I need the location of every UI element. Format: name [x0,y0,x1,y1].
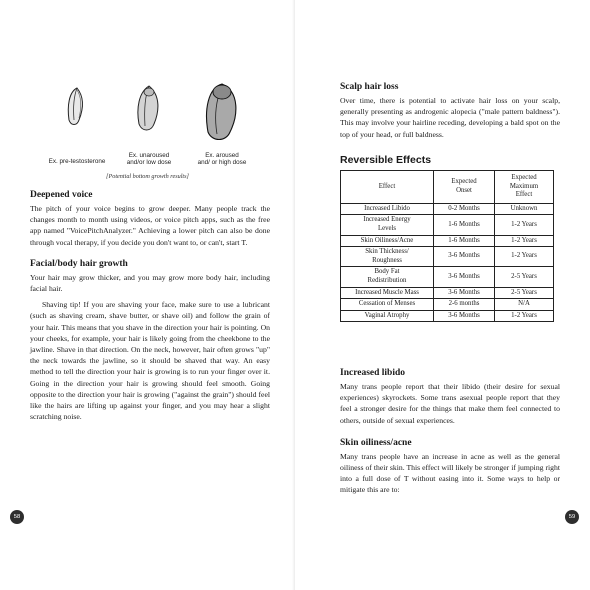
table-cell-onset: 3-6 Months [434,267,495,287]
left-text-column [30,190,270,422]
page-number-right: 59 [565,510,579,524]
table-row [341,203,554,215]
table-row [341,215,554,235]
table-header-row [341,171,554,204]
heading-increased-libido: Increased libido [340,368,406,378]
table-cell-onset: 2-6 months [434,299,495,311]
table-cell-effect: Body Fat Redistribution [341,267,434,287]
anatomy-sketch-large-icon [196,80,248,146]
heading-facial-body-hair: Facial/body hair growth [30,258,128,269]
table-row [341,299,554,311]
table-cell-effect: Cessation of Menses [341,299,434,311]
table-cell-maximum: 2-5 Years [495,287,554,299]
table-cell-onset: 3-6 Months [434,310,495,322]
anatomy-sketch-medium-icon [127,80,171,136]
table-row [341,235,554,247]
table-cell-effect: Skin Oiliness/Acne [341,235,434,247]
table-cell-effect: Skin Thickness/ Roughness [341,247,434,267]
table-cell-maximum: N/A [495,299,554,311]
paragraph-scalp-hair-loss: Over time, there is potential to activate hair loss on your scalp, generally presenting as androgenic alopecia ("male pattern baldness"). This may involve your hairline receding, developing a bald spot on the top of your head, or full baldness. [340,96,560,139]
table-cell-onset: 1-6 Months [434,235,495,247]
table-row [341,287,554,299]
table-cell-onset: 3-6 Months [434,287,495,299]
table-row [341,247,554,267]
scalp-section [340,82,560,140]
table-cell-onset: 0-2 Months [434,203,495,215]
table-cell-maximum: 1-2 Years [495,310,554,322]
paragraph-shaving-tip: Shaving tip! If you are shaving your face, make sure to use a lubricant (such as shaving cream, shave butter, or shave oil) and follow the grain of your hair. This means that you shave in the direction your hair is pointing. On your cheeks, for example, your hair is likely going from the cheekbone to the jawline. Shave in that direction. On the neck, however, hair often grows "up" the neck towards the jawline, so it should be shaved that way. An easy method to tell the direction your hair is growing is to run your finger over it. Going in the direction your hair is growing should feel smooth. Going opposite to the direction your hair is growing ("against the grain") should feel like the hairs are lifting up against your finger, and you may hear a slight scratching noise. [30,300,270,422]
table-cell-effect: Vaginal Atrophy [341,310,434,322]
table-cell-effect: Increased Libido [341,203,434,215]
libido-section [340,368,560,496]
table-cell-maximum: 1-2 Years [495,235,554,247]
figure-label-2: Ex. unaroused and/or low dose [126,152,172,166]
paragraph-increased-libido: Many trans people report that their libido (their desire for sexual experiences) skyrockets. Some trans asexual people report that they feel a stronger desire for the things that make them feel connected to others, outside of sexual experiences. [340,382,560,425]
table-cell-effect: Increased Energy Levels [341,215,434,235]
figure-pre-testosterone [42,80,112,165]
table-cell-maximum: 1-2 Years [495,215,554,235]
paragraph-deepened-voice: The pitch of your voice begins to grow deeper. Many people track the changes month to month using videos, or voice pitch apps, such as the free app named "VoicePitchAnalyzer." Achieving a lower pitch can also be done through vocal therapy, if you decide you don't want to, or can't, start T. [30,204,270,247]
table-cell-effect: Increased Muscle Mass [341,287,434,299]
figure-unaroused [114,80,184,166]
reversible-effects-table [340,170,554,322]
figure-aroused [186,80,258,166]
heading-deepened-voice: Deepened voice [30,190,93,200]
table-header-effect: Effect [341,171,434,204]
figure-label-3: Ex. aroused and/ or high dose [197,152,247,166]
right-page [295,0,590,590]
table-cell-maximum: 2-5 Years [495,267,554,287]
table-cell-onset: 1-6 Months [434,215,495,235]
table-header-maximum: Expected Maximum Effect [495,171,554,204]
table-cell-maximum: Unknown [495,203,554,215]
heading-reversible-effects: Reversible Effects [340,154,432,166]
heading-scalp-hair-loss: Scalp hair loss [340,82,399,92]
table-cell-maximum: 1-2 Years [495,247,554,267]
table-header-onset: Expected Onset [434,171,495,204]
table-row [341,267,554,287]
page-number-left: 58 [10,510,24,524]
figure-caption: [Potential bottom growth results] [106,173,189,180]
anatomy-sketch-small-icon [57,80,97,130]
table-cell-onset: 3-6 Months [434,247,495,267]
paragraph-skin-oiliness-acne: Many trans people have an increase in acne as well as the general oiliness of their skin. This effect will likely be stronger if jumping right into a full dose of T without easing into it. Some ways to help or mitigate this are to: [340,451,560,495]
heading-skin-oiliness-acne: Skin oiliness/acne [340,437,412,448]
paragraph-hair-growth: Your hair may grow thicker, and you may grow more body hair, including facial hair. [30,272,270,294]
table-row [341,310,554,322]
figure-label-1: Ex. pre-testosterone [48,158,106,165]
